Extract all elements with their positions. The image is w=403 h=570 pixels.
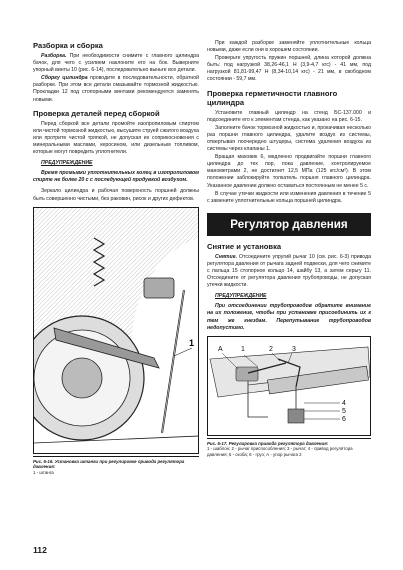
warning-title: ПРЕДУПРЕЖДЕНИЕ bbox=[41, 160, 93, 167]
figure-6-17-illustration bbox=[208, 337, 371, 436]
paragraph-rings: При каждой разборке заменяйте уплотнительные кольца новыми, даже если они в хорошем состоянии. bbox=[207, 40, 371, 54]
figure-6-16-illustration bbox=[34, 208, 199, 454]
paragraph-assembly bbox=[33, 75, 199, 103]
paragraph-pressure: Вращая маховик 6, медленно продвигайте поршни главного цилиндра до тех пор, пока давление, контролируемое манометрами 2, не достигнет 12,5 МПа (125 кгс/см²). В этом положении заблокируйте толкатель поршня главного цилиндра. Указанное давление должно оставаться постоянным не менее 5 с. bbox=[207, 154, 371, 189]
figure-6-17-label-a: А bbox=[218, 345, 223, 353]
warning-title-right: ПРЕДУПРЕЖДЕНИЕ bbox=[215, 293, 267, 300]
paragraph-stand: Установите главный цилиндр на стенд БС-137.000 и подсоедините его к элементам стенда, как указано на рис. 6-15. bbox=[207, 109, 371, 123]
right-column bbox=[207, 40, 371, 458]
figure-6-17-label-4: 4 bbox=[342, 399, 346, 407]
paragraph-surface: Зеркало цилиндра и рабочая поверхность поршней должны быть совершенно чистыми, без раковин, рисок и других дефектов. bbox=[33, 188, 199, 202]
figure-6-17-caption-label: Рис. 6-17. bbox=[207, 440, 228, 446]
section-banner: Регулятор давления bbox=[207, 213, 371, 236]
figure-6-17-label-6: 6 bbox=[342, 415, 346, 423]
figure-6-16-caption bbox=[33, 456, 199, 476]
lead-removal: Снятие. bbox=[215, 253, 238, 260]
text-removal: Отсоедините упругий рычаг 10 (см. рис. 6-3) привода регулятора давления от рычага задней подвески, для чего снимите с пальца 15 стопорное кольцо 14, шайбу 13, а затем серьгу 11. Отсоедините от регулятора давления трубопроводы, не допуская утечки жидкости. bbox=[207, 253, 371, 289]
heading-disassembly: Разборка и сборка bbox=[33, 41, 103, 50]
heading-removal: Снятие и установка bbox=[207, 241, 282, 251]
figure-6-17-label-2: 2 bbox=[269, 345, 273, 353]
figure-6-16 bbox=[33, 207, 199, 454]
figure-6-17-caption-legend: 1 - шаблон; 2 - рычаг приспособления; 3 - рычаг; 4 - привод регулятора давления; 5 - скоба; 6 - груз; А - упор рычага 2 bbox=[207, 446, 353, 457]
heading-leak-check: Проверка герметичности главного цилиндра bbox=[207, 88, 338, 107]
figure-6-17-label-3: 3 bbox=[292, 345, 296, 353]
warning-text-right: При отсоединении трубопроводов обратите внимание на их положение, чтобы при установке присоединить их к тем же гнездам. Перепутывание трубопроводов недопустимо. bbox=[207, 303, 371, 331]
figure-6-16-caption-legend: 1 - штанга bbox=[33, 469, 54, 475]
warning-text: Время промывки уплотнительных колец в изопропиловом спирте не более 20 с с последующей продувкой воздухом. bbox=[33, 170, 199, 184]
text-disassembly: При необходимости снимите с главного цилиндра бачок, для чего с усилием наклоните его на бок. Выверните упорный винты 10 (рис. 6-14), последовательно выньте все детали. bbox=[33, 53, 199, 74]
left-column bbox=[33, 40, 199, 475]
paragraph-leak: В случае утечки жидкости или изменения давления в течение 5 с замените уплотнительные кольца поршней цилиндра. bbox=[207, 190, 371, 204]
figure-6-17-label-5: 5 bbox=[342, 407, 346, 415]
lead-disassembly: Разборка. bbox=[41, 53, 67, 59]
figure-6-17 bbox=[207, 336, 371, 436]
text-assembly: проводите в последовательности, обратной разборке. При этом все детали смазывайте тормозной жидкостью. Прокладки 12 под стопорными винтами рекомендуется заменять новыми. bbox=[33, 75, 200, 103]
figure-6-16-caption-title: Установка штанги при регулировке привода регулятора давления: bbox=[33, 458, 185, 470]
lead-assembly: Сборку цилиндра bbox=[41, 75, 88, 82]
figure-6-16-callout-1: 1 bbox=[189, 337, 195, 348]
heading-check-parts: Проверка деталей перед сборкой bbox=[33, 108, 160, 118]
paragraph-disassembly bbox=[33, 53, 199, 74]
paragraph-springs: Проверьте упругость пружин поршней, длина которой должна быть: под нагрузкой 38,26-46,1 Н (3,9-4,7 кгс) - 41 мм, под нагрузкой 81,81-99,47 Н (8,34-10,14 кгс) - 21 мм, в свободном состоянии - 59,7 мм. bbox=[207, 55, 371, 83]
figure-6-16-caption-label: Рис. 6-16. bbox=[33, 458, 54, 464]
paragraph-bleed: Заполните бачок тормозной жидкостью и, прокачивая несколько раз поршни главного цилиндра, удалите воздух из системы, отвертывая поочередно штуцеры, система удаления воздуха из системы через клапаны 1. bbox=[207, 124, 371, 153]
page-number: 112 bbox=[33, 545, 47, 555]
paragraph-cleaning: Перед сборкой все детали промойте изопропиловым спиртом или чистой тормозной жидкостью, высушите струей сжатого воздуха или протрите чистой тряпкой, не допуская их соприкосновения с минеральными маслами, керосином, или дизельным топливом, которые могут повредить уплотнители. bbox=[33, 120, 199, 156]
figure-6-17-caption bbox=[207, 438, 371, 458]
figure-6-17-caption-title: Регулировка привода регулятора давления: bbox=[227, 440, 329, 446]
figure-6-17-label-1: 1 bbox=[241, 345, 245, 353]
paragraph-removal bbox=[207, 254, 371, 289]
